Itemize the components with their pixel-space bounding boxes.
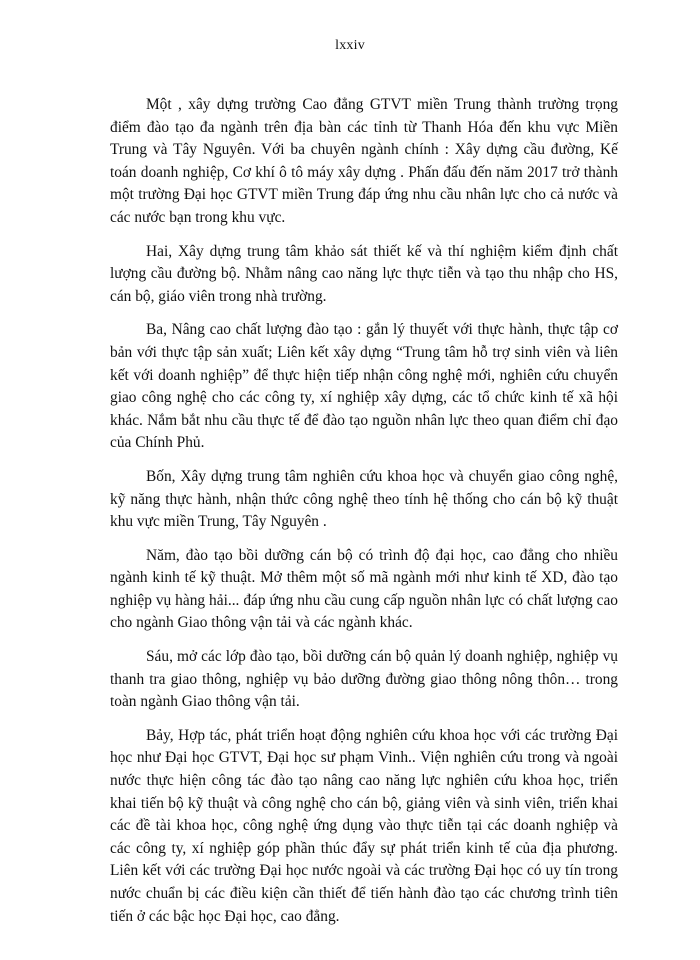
- page-number: lxxiv: [335, 38, 365, 53]
- paragraph-sau: Sáu, mở các lớp đào tạo, bồi dưỡng cán bộ quản lý doanh nghiệp, nghiệp vụ thanh tra giao thông, nghiệp vụ bảo dưỡng đường giao thông nông thôn… trong toàn ngành Giao thông vận tải.: [110, 648, 618, 711]
- paragraph-hai: Hai, Xây dựng trung tâm khảo sát thiết kế và thí nghiệm kiểm định chất lượng cầu đường bộ. Nhằm nâng cao năng lực thực tiễn và tạo thu nhập cho HS, cán bộ, giáo viên trong nhà trường.: [110, 242, 618, 305]
- paragraph-bay: Bảy, Hợp tác, phát triển hoạt động nghiên cứu khoa học với các trường Đại học như Đại học GTVT, Đại học sư phạm Vinh.. Viện nghiên cứu trong và ngoài nước thực hiện công tác đào tạo nâng cao năng lực nghiên cứu khoa học, triển khai tiến bộ kỹ thuật và công nghệ cho cán bộ, giảng viên và sinh viên, triển khai các đề tài khoa học, công nghệ ứng dụng vào thực tiễn tại các doanh nghiệp và các công ty, xí nghiệp góp phần thúc đẩy sự phát triển kinh tế của địa phương. Liên kết với các trường Đại học nước ngoài và các trường Đại học có uy tín trong nước chuẩn bị các điều kiện cần thiết để tiến hành đào tạo các chương trình tiên tiến ở các bậc học Đại học, cao đẳng.: [110, 726, 618, 925]
- paragraph-ba: Ba, Nâng cao chất lượng đào tạo : gắn lý thuyết với thực hành, thực tập cơ bản với thực tập sản xuất; Liên kết xây dựng “Trung tâm hỗ trợ sinh viên và liên kết với doanh nghiệp” để thực hiện tiếp nhận công nghệ mới, nghiên cứu chuyển giao công nghệ cho các công ty, xí nghiệp xây dựng, các tổ chức kinh tế xã hội khác. Nắm bắt nhu cầu thực tế để đào tạo nguồn nhân lực theo quan điểm chỉ đạo của Chính Phủ.: [110, 321, 618, 452]
- paragraph-nam: Năm, đào tạo bồi dưỡng cán bộ có trình độ đại học, cao đẳng cho nhiều ngành kinh tế kỹ thuật. Mở thêm một số mã ngành mới như kinh tế XD, đào tạo nghiệp vụ hàng hải... đáp ứng nhu cầu cung cấp nguồn nhân lực có chất lượng cao cho ngành Giao thông vận tải và các ngành khác.: [110, 546, 618, 632]
- paragraph-mot: Một , xây dựng trường Cao đẳng GTVT miền Trung thành trường trọng điểm đào tạo đa ngành trên địa bàn các tỉnh từ Thanh Hóa đến khu vực Miền Trung và Tây Nguyên. Với ba chuyên ngành chính : Xây dựng cầu đường, Kế toán doanh nghiệp, Cơ khí ô tô máy xây dựng . Phấn đấu đến năm 2017 trở thành một trường Đại học GTVT miền Trung đáp ứng nhu cầu nhân lực cho cả nước và các nước bạn trong khu vực.: [110, 96, 618, 226]
- document-body: [110, 94, 618, 939]
- paragraph-bon: Bốn, Xây dựng trung tâm nghiên cứu khoa học và chuyển giao công nghệ, kỹ năng thực hành, nhận thức công nghệ theo tính hệ thống cho cán bộ kỹ thuật khu vực miền Trung, Tây Nguyên .: [110, 467, 618, 531]
